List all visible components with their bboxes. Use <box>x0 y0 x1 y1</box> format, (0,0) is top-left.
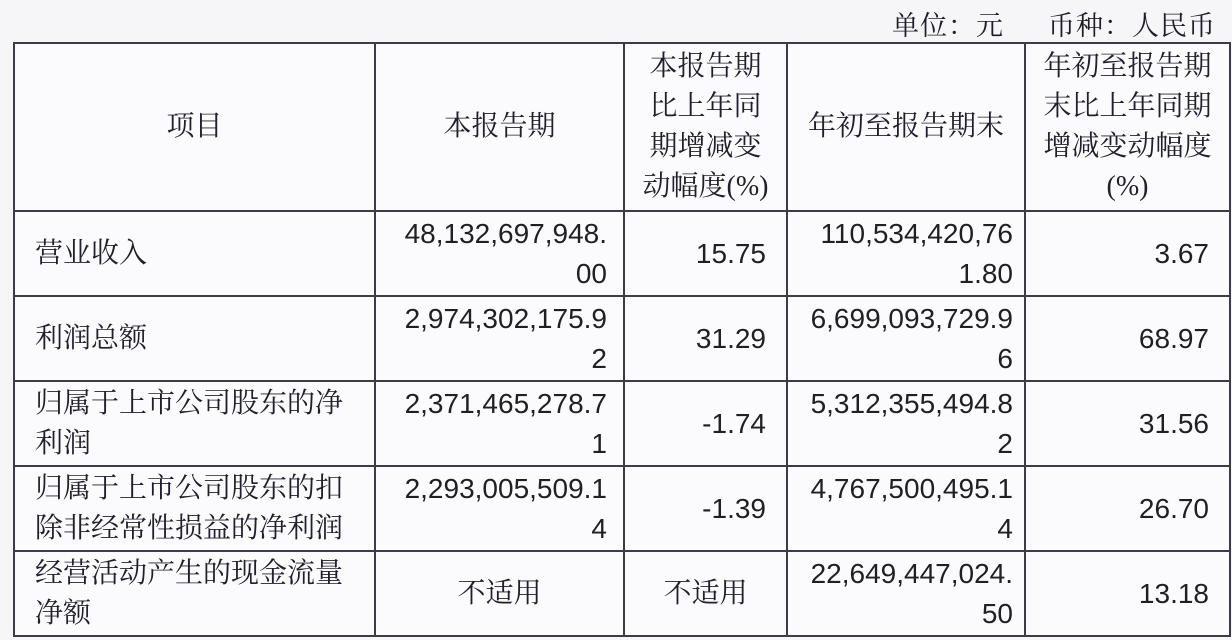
item-label: 营业收入 <box>14 211 375 296</box>
unit-currency-line <box>892 4 1216 43</box>
change-cell: 不适用 <box>624 551 787 636</box>
unit-label: 单位：元 <box>892 11 1004 41</box>
ytd-chg-cell: 13.18 <box>1025 551 1230 636</box>
currency-label: 币种：人民币 <box>1048 11 1216 41</box>
ytd-chg-cell: 26.70 <box>1025 466 1230 551</box>
change-cell: -1.74 <box>624 381 787 466</box>
table-row-total-profit <box>14 296 1230 381</box>
col-header-current: 本报告期 <box>375 43 624 211</box>
item-label: 归属于上市公司股东的扣除非经常性损益的净利润 <box>14 466 375 551</box>
value-cell: 2,974,302,175.92 <box>375 296 624 381</box>
item-label: 归属于上市公司股东的净利润 <box>14 381 375 466</box>
ytd-cell: 6,699,093,729.96 <box>787 296 1025 381</box>
value-cell: 2,293,005,509.14 <box>375 466 624 551</box>
change-cell: 15.75 <box>624 211 787 296</box>
change-cell: -1.39 <box>624 466 787 551</box>
table-row-revenue <box>14 211 1230 296</box>
col-header-item: 项目 <box>14 43 375 211</box>
table-row-net-profit <box>14 381 1230 466</box>
value-cell: 不适用 <box>375 551 624 636</box>
change-cell: 31.29 <box>624 296 787 381</box>
col-header-ytd-chg: 年初至报告期末比上年同期增减变动幅度(%) <box>1025 43 1230 211</box>
ytd-chg-cell: 31.56 <box>1025 381 1230 466</box>
value-cell: 48,132,697,948.00 <box>375 211 624 296</box>
value-cell: 2,371,465,278.71 <box>375 381 624 466</box>
item-label: 经营活动产生的现金流量净额 <box>14 551 375 636</box>
ytd-cell: 5,312,355,494.82 <box>787 381 1025 466</box>
col-header-current-chg: 本报告期比上年同期增减变动幅度(%) <box>624 43 787 211</box>
table-row-net-profit-deducted <box>14 466 1230 551</box>
ytd-chg-cell: 68.97 <box>1025 296 1230 381</box>
ytd-chg-cell: 3.67 <box>1025 211 1230 296</box>
ytd-cell: 22,649,447,024.50 <box>787 551 1025 636</box>
ytd-cell: 110,534,420,761.80 <box>787 211 1025 296</box>
ytd-cell: 4,767,500,495.14 <box>787 466 1025 551</box>
item-label: 利润总额 <box>14 296 375 381</box>
col-header-ytd: 年初至报告期末 <box>787 43 1025 211</box>
table-header-row <box>14 43 1230 211</box>
financial-summary-table <box>13 42 1231 637</box>
table-row-operating-cash-flow <box>14 551 1230 636</box>
